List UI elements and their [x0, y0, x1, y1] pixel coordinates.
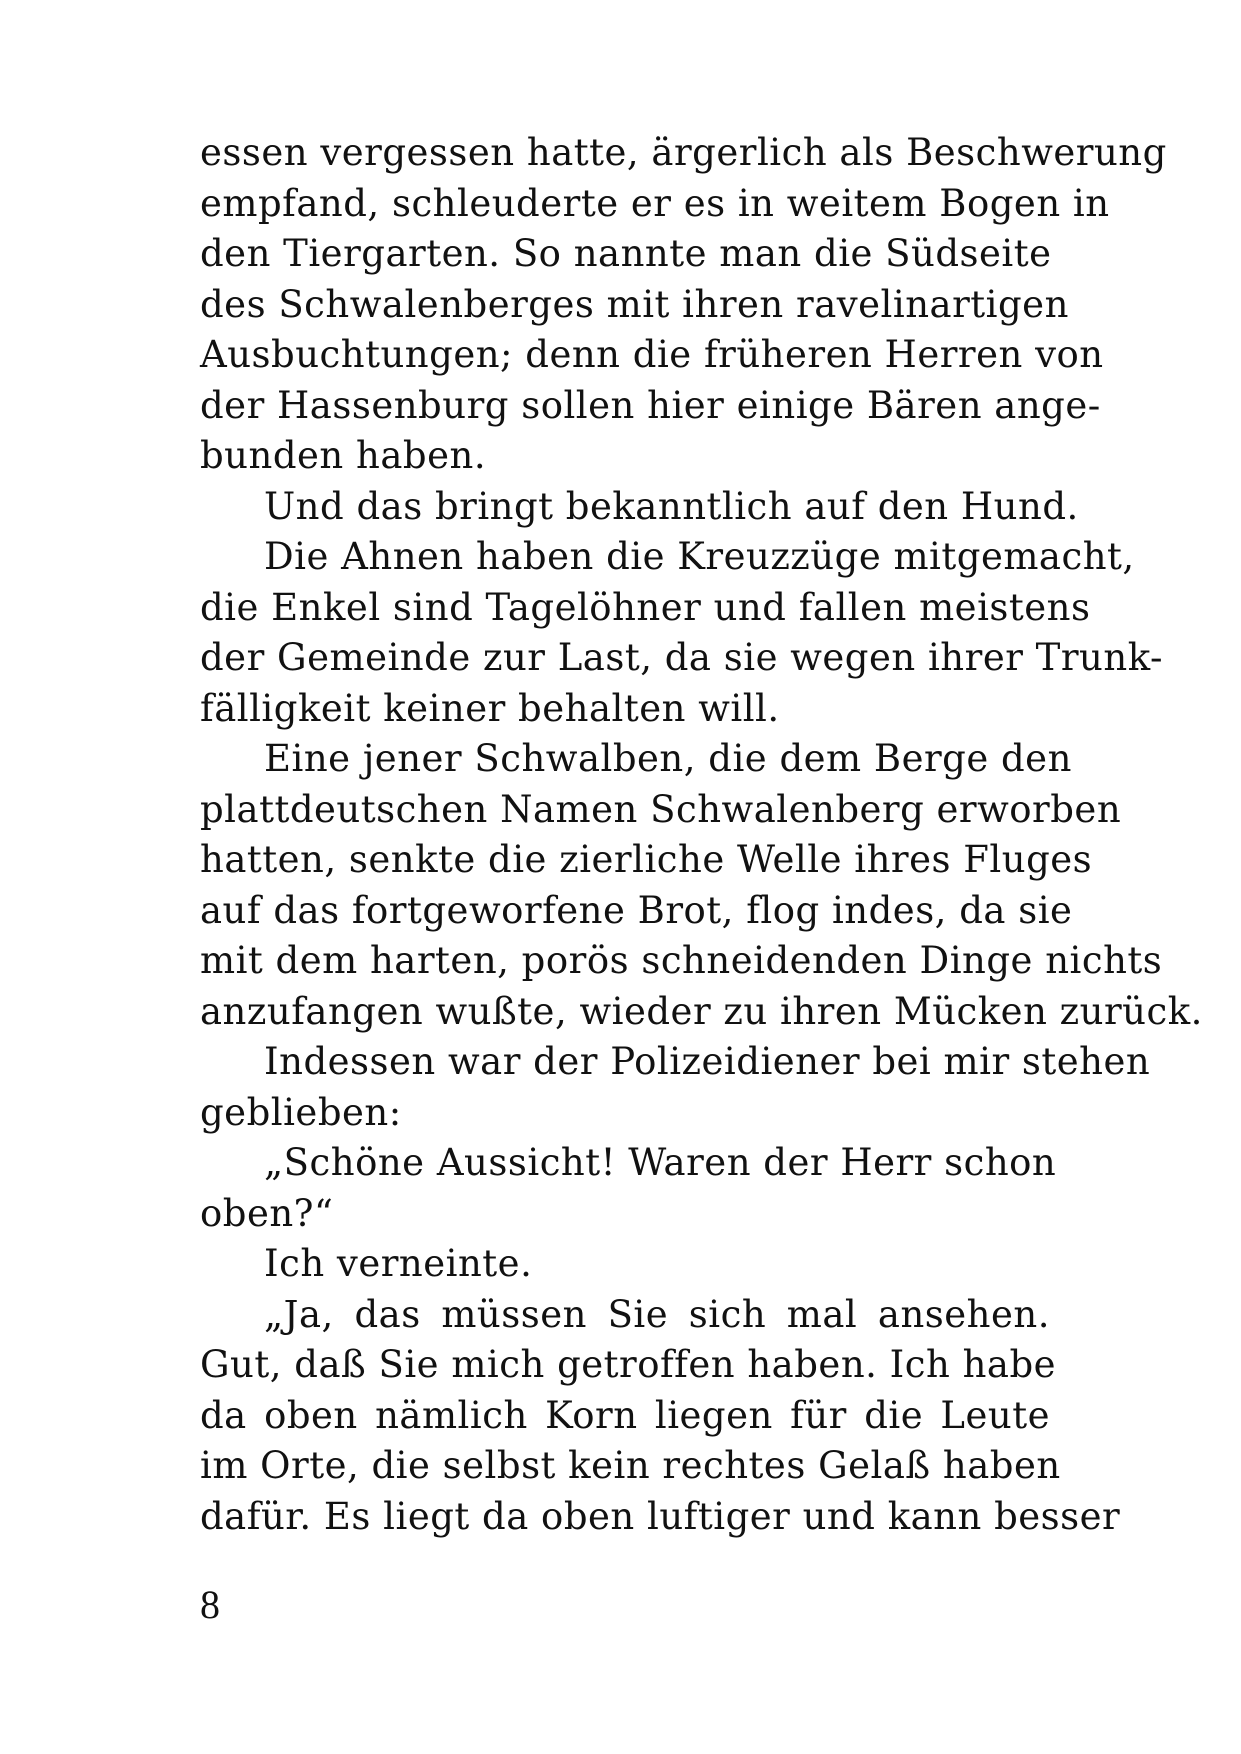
text-line: Ich verneinte. — [264, 1242, 533, 1285]
text-line: Und das bringt bekanntlich auf den Hund. — [264, 484, 1079, 528]
text-line: „Ja, das müssen Sie sich mal ansehen. — [264, 1292, 1050, 1336]
text-line: im Orte, die selbst kein rechtes Gelaß haben — [200, 1444, 1061, 1487]
text-line: Indessen war der Polizeidiener bei mir stehen — [264, 1040, 1151, 1083]
body-text — [200, 128, 1203, 1542]
text-line: mit dem harten, porös schneidenden Dinge nichts — [200, 939, 1163, 982]
text-line: fälligkeit keiner behalten will. — [200, 686, 780, 730]
text-line: oben?“ — [200, 1191, 334, 1235]
text-line: dafür. Es liegt da oben luftiger und kann besser — [200, 1494, 1121, 1538]
page-number: 8 — [200, 1582, 220, 1627]
text-line: anzufangen wußte, wieder zu ihren Mücken zurück. — [200, 989, 1203, 1033]
text-line: Gut, daß Sie mich getroffen haben. Ich habe — [200, 1343, 1057, 1386]
text-line: geblieben: — [200, 1090, 402, 1134]
text-line: da oben nämlich Korn liegen für die Leute — [200, 1393, 1050, 1437]
text-line: empfand, schleuderte er es in weitem Bogen in — [200, 181, 1110, 225]
text-line: „Schöne Aussicht! Waren der Herr schon — [264, 1141, 1057, 1184]
text-line: auf das fortgeworfene Brot, flog indes, da sie — [200, 888, 1073, 932]
text-line: den Tiergarten. So nannte man die Südseite — [200, 232, 1052, 275]
text-line: hatten, senkte die zierliche Welle ihres Fluges — [200, 838, 1093, 881]
text-line: die Enkel sind Tagelöhner und fallen meistens — [200, 585, 1091, 629]
text-line: Eine jener Schwalben, die dem Berge den — [264, 737, 1072, 780]
text-line: Die Ahnen haben die Kreuzzüge mitgemacht, — [264, 535, 1135, 578]
text-line: Ausbuchtungen; denn die früheren Herren von — [200, 333, 1104, 376]
text-line: essen vergessen hatte, ärgerlich als Beschwerung — [200, 131, 1167, 174]
text-line: des Schwalenberges mit ihren ravelinartigen — [200, 282, 1069, 326]
text-line: bunden haben. — [200, 434, 487, 477]
text-line: der Gemeinde zur Last, da sie wegen ihrer Trunk- — [200, 636, 1163, 679]
text-line: plattdeutschen Namen Schwalenberg erworben — [200, 787, 1122, 831]
text-line: der Hassenburg sollen hier einige Bären ange- — [200, 383, 1101, 427]
